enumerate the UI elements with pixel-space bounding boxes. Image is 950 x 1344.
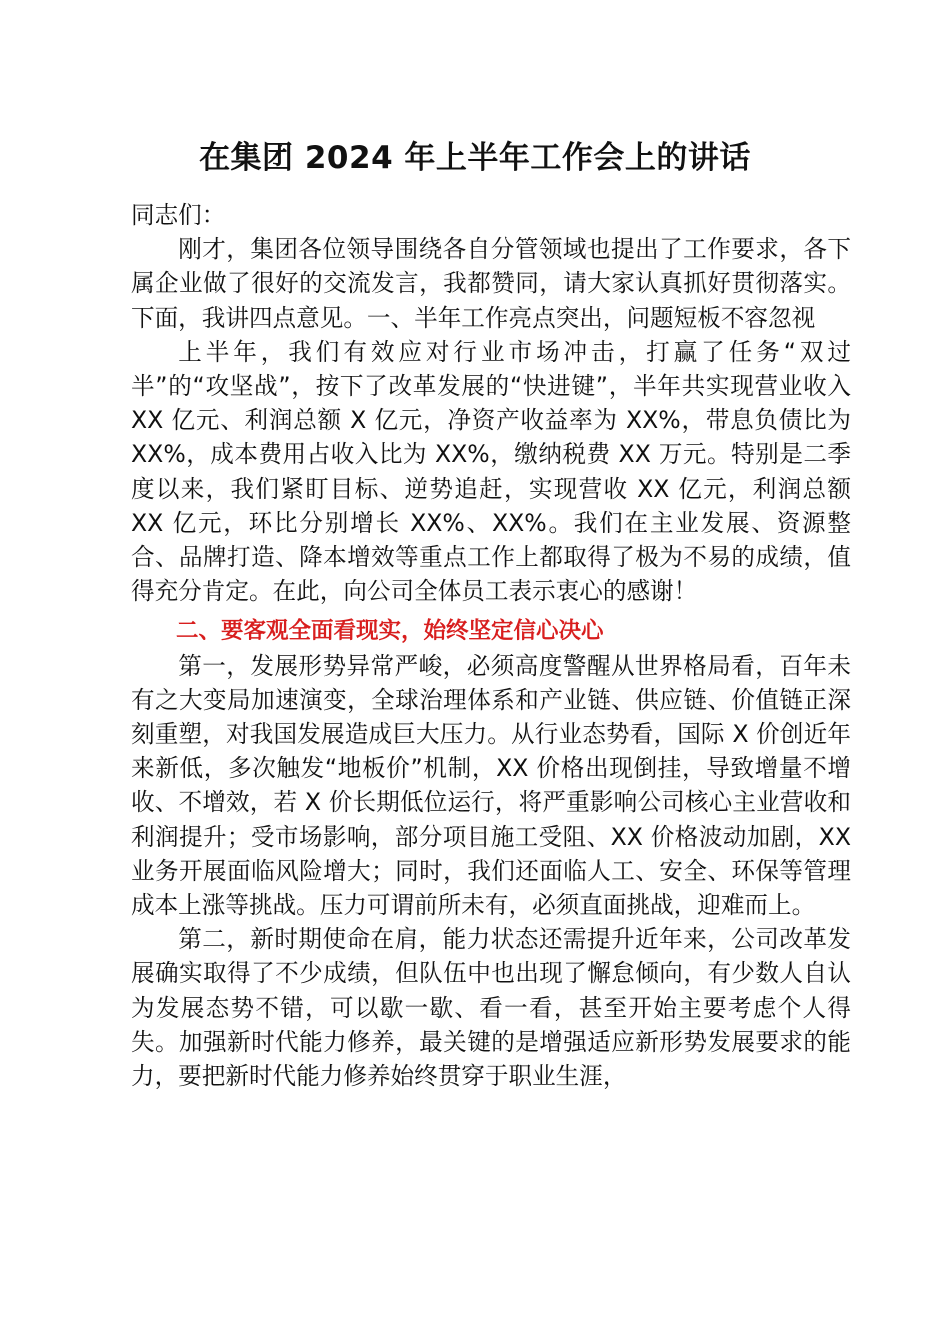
page-title: 在集团 2024 年上半年工作会上的讲话 (199, 140, 751, 176)
paragraph-2: 上半年，我们有效应对行业市场冲击，打赢了任务“双过半”的“攻坚战”，按下了改革发展的“快进键”，半年共实现营业收入 XX 亿元、利润总额 X 亿元，净资产收益率为 XX%，带息负债比为 XX%，成本费用占收入比为 XX%，缴纳税费 XX 万元。特别是二季度以来，我们紧盯目标、逆势追赶，实现营收 XX 亿元，利润总额 XX 亿元，环比分别增长 XX%、XX%。我们在主业发展、资源整合、品牌打造、降本增效等重点工作上都取得了极为不易的成绩，值得充分肯定。在此，向公司全体员工表示衷心的感谢！ (131, 337, 851, 606)
section-paragraph-2: 第二，新时期使命在肩，能力状态还需提升近年来，公司改革发展确实取得了不少成绩，但队伍中也出现了懈怠倾向，有少数人自认为发展态势不错，可以歇一歇、看一看，甚至开始主要考虑个人得失。加强新时代能力修养，最关键的是增强适应新形势发展要求的能力，要把新时代能力修养始终贯穿于职业生涯， (131, 925, 851, 1091)
paragraph-1: 刚才，集团各位领导围绕各自分管领域也提出了工作要求，各下属企业做了很好的交流发言，我都赞同，请大家认真抓好贯彻落实。下面，我讲四点意见。一、半年工作亮点突出，问题短板不容忽视 (131, 235, 851, 332)
document-body (131, 198, 851, 1093)
section-heading: 二、要客观全面看现实，始终坚定信心决心 (176, 618, 604, 645)
section-paragraph-1: 第一，发展形势异常严峻，必须高度警醒从世界格局看，百年未有之大变局加速演变，全球治理体系和产业链、供应链、价值链正深刻重塑，对我国发展造成巨大压力。从行业态势看，国际 X 价创近年来新低，多次触发“地板价”机制，XX 价格出现倒挂，导致增量不增收、不增效，若 X 价长期低位运行，将严重影响公司核心主业营收和利润提升；受市场影响，部分项目施工受阻、XX 价格波动加剧，XX 业务开展面临风险增大；同时，我们还面临人工、安全、环保等管理成本上涨等挑战。压力可谓前所未有，必须直面挑战，迎难而上。 (131, 651, 851, 920)
salutation: 同志们： (131, 201, 226, 229)
